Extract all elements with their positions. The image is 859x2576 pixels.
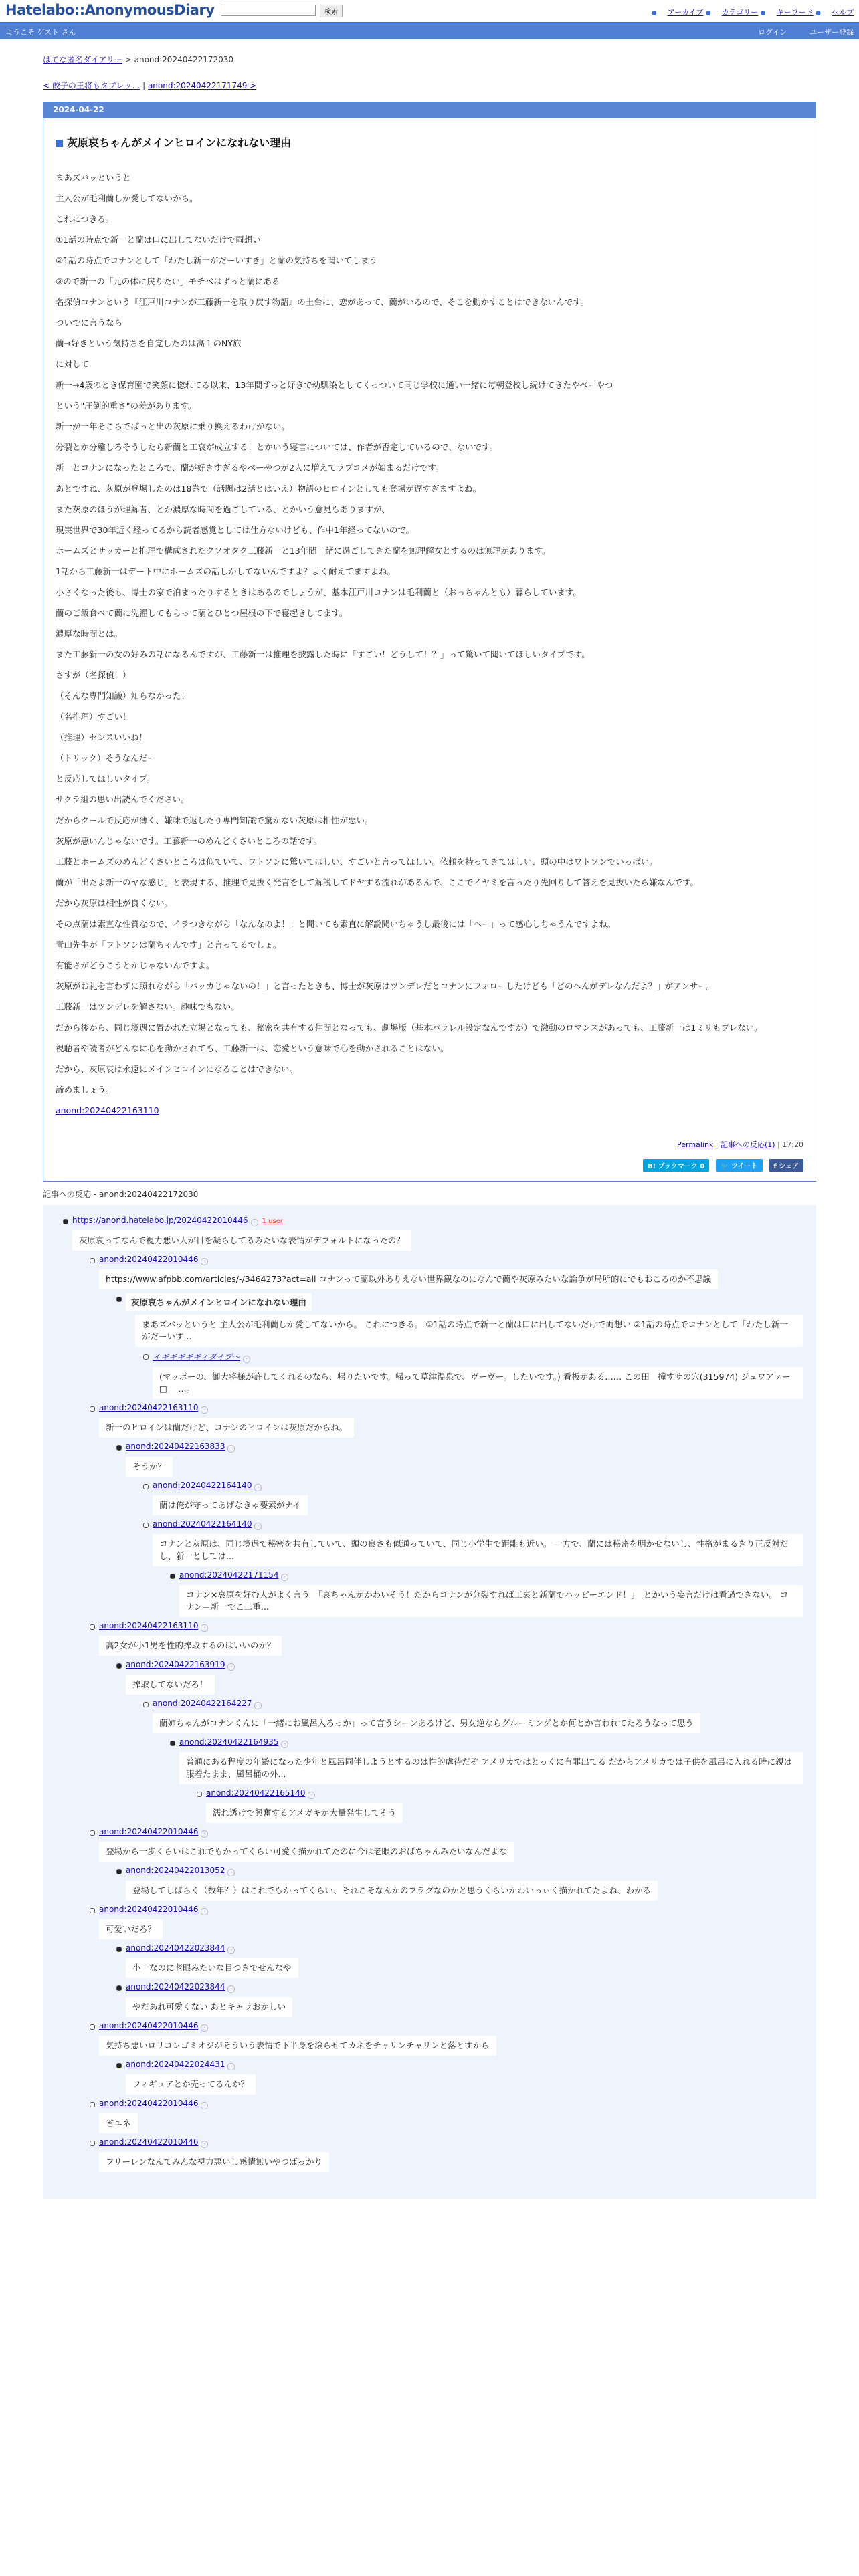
reaction-item (43, 1943, 816, 1978)
bullet-icon: ● (760, 10, 766, 17)
entry-line: また灰原のほうが理解者、とか濃厚な時間を過ごしている、とかいう意見もありますが、 (56, 504, 391, 514)
entry-line: 小さくなった後も、博士の家で泊まったりするときはあるのでしょうが、基本江戸川コナンは毛利蘭と（おっちゃんとも）暮らしています。 (56, 587, 581, 597)
bullet-icon (116, 1869, 122, 1874)
reaction-item (43, 1293, 816, 1347)
entry-line: と反応してほしいタイプ。 (56, 774, 155, 784)
register-link[interactable]: ユーザー登録 (809, 28, 854, 37)
entry-line: に対して (56, 359, 90, 369)
reaction-item (43, 1982, 816, 2017)
collapse-icon[interactable]: - (201, 1908, 208, 1915)
entry-line: サクラ組の思い出読んでください。 (56, 794, 189, 804)
bullet-icon (90, 1624, 95, 1630)
bullet-icon: ● (816, 10, 821, 17)
reaction-item (43, 1403, 816, 1438)
reaction-link[interactable]: anond:20240422163110 (99, 1403, 199, 1412)
prev-entry-link[interactable]: < 餃子の王将もタブレッ… (43, 81, 140, 90)
nav-keyword[interactable]: キーワード (776, 8, 814, 17)
entry-title-text: 灰原哀ちゃんがメインヒロインになれない理由 (67, 136, 292, 149)
reaction-excerpt: 灰原哀ってなんで視力悪い人が目を凝らしてるみたいな表情がデフォルトになったの？ (72, 1230, 411, 1251)
breadcrumb-current: anond:20240422172030 (134, 55, 234, 64)
entry-line: その点蘭は素直な性質なので、イラつきながら「なんなのよ！」と聞いても素直に解説聞いちゃうし最後には「へー」って感心しちゃうんですよね。 (56, 919, 616, 929)
entry-line: さすが（名探偵！） (56, 670, 131, 680)
bullet-icon (116, 1445, 122, 1451)
reaction-link[interactable]: anond:20240422164140 (153, 1481, 252, 1490)
meta-sep: | (713, 1140, 721, 1149)
collapse-icon[interactable]: - (243, 1356, 250, 1363)
user-bar (0, 23, 859, 39)
bullet-icon (63, 1219, 68, 1224)
collapse-icon[interactable]: - (201, 2141, 208, 2148)
bullet-icon (90, 1830, 95, 1836)
entry-line: ③ので新一の「元の体に戻りたい」モチベはずっと蘭にある (56, 276, 280, 286)
nav-help[interactable]: ヘルプ (832, 8, 854, 17)
reaction-excerpt: 可愛いだろ？ (99, 1919, 163, 1939)
reaction-link[interactable]: anond:20240422010446 (99, 1827, 199, 1836)
tweet-button[interactable] (716, 1159, 762, 1172)
reaction-item (43, 1570, 816, 1617)
reaction-excerpt: 新一のヒロインは蘭だけど、コナンのヒロインは灰原だからね。 (99, 1418, 354, 1438)
login-link[interactable]: ログイン (758, 28, 787, 37)
bullet-icon (170, 1741, 175, 1746)
collapse-icon[interactable]: - (227, 1445, 235, 1453)
collapse-icon[interactable]: - (254, 1484, 262, 1491)
reaction-excerpt: 普通にある程度の年齢になった少年と風呂同伴しようとするのは性的虐待だぞ アメリカではとっくに有罪出てる だからアメリカでは子供を風呂に入れる時に親は服着たまま、風呂桶の外... (179, 1752, 803, 1784)
reaction-item (43, 1255, 816, 1289)
site-header (0, 0, 859, 23)
reaction-excerpt: 小一なのに老眼みたいな目つきでせんなや (126, 1958, 298, 1978)
reaction-excerpt: まあズバッというと 主人公が毛利蘭しか愛してないから。 これにつきる。 ①1話の時点で新一と蘭は口に出してないだけで両想い ②1話の時点でコナンとして「わたし新一がだーいす... (135, 1315, 803, 1347)
reaction-excerpt: https://www.afpbb.com/articles/-/3464273?act=all コナンって蘭以外ありえない世界観なのになんで蘭や灰原みたいな論争が局所的にでもおこるのか不思議 (99, 1269, 718, 1289)
bullet-icon (116, 1985, 122, 1991)
reaction-excerpt: コナンと灰原は、同じ境遇で秘密を共有していて、頭の良さも似通っていて、同じ小学生で距離も近い。 一方で、蘭には秘密を明かせないし、性格がまるきり正反対だし、新一としては... (153, 1534, 803, 1566)
reaction-excerpt: フィギュアとか売ってるんか？ (126, 2074, 256, 2095)
entry-line: ②1話の時点でコナンとして「わたし新一がだーいすき」と蘭の気持ちを聞いてしまう (56, 255, 378, 265)
collapse-icon[interactable]: - (254, 1523, 262, 1530)
reaction-excerpt: 登場してしばらく（数年？）はこれでもかってくらい、それこそなんかのフラグなのかと思うくらいかわいっぃく描かれてたよね、わかる (126, 1881, 658, 1901)
collapse-icon[interactable]: - (201, 1830, 208, 1838)
entry-line: （名推理）すごい！ (56, 712, 131, 722)
reactions-link[interactable]: 記事への反応(1) (721, 1140, 775, 1149)
reaction-excerpt: 搾取してないだろ！ (126, 1675, 215, 1695)
reaction-item (43, 1216, 816, 1251)
collapse-icon[interactable]: - (201, 1406, 208, 1414)
reaction-item (43, 1442, 816, 1477)
reaction-excerpt: 濡れ透けで興奮するアメガキが大量発生してそう (206, 1803, 403, 1823)
reaction-link[interactable]: anond:20240422163919 (126, 1660, 225, 1669)
entry-line: （そんな専門知識）知らなかった！ (56, 691, 190, 701)
share-buttons (56, 1159, 803, 1172)
facebook-icon: f (773, 1163, 779, 1170)
entry-line: これにつきる。 (56, 214, 114, 224)
entry-line: だから灰原は相性が良くない。 (56, 898, 173, 908)
bullet-icon (116, 1297, 122, 1302)
reaction-excerpt: 気持ち悪いロリコンゴミオジがそういう表情で下半身を滾らせてカネをチャリンチャリンと落とすから (99, 2036, 496, 2056)
collapse-icon[interactable]: - (308, 1792, 315, 1799)
nav-archive[interactable]: アーカイブ (667, 8, 704, 17)
entry-line: 現実世界で30年近く経ってるから読者感覚としては仕方ないけども、作中1年経ってないので。 (56, 525, 415, 535)
facebook-share-button[interactable] (769, 1159, 803, 1172)
reaction-link[interactable]: anond:20240422013052 (126, 1866, 225, 1875)
reaction-item (43, 1481, 816, 1515)
pager (43, 80, 816, 91)
entry-line: 分裂とか分離しろそうしたら新蘭と工哀が成立する！とかいう寝言については、作者が否定しているので、ないです。 (56, 442, 498, 452)
collapse-icon[interactable]: - (227, 1869, 235, 1876)
entry-line: だからクールで反応が薄く、嫌味で返したり専門知識で驚かない灰原は相性が悪い。 (56, 815, 373, 825)
breadcrumb-sep: > (122, 55, 134, 64)
entry-line: 有能さがどうこうとかじゃないんですよ。 (56, 960, 215, 970)
reaction-excerpt: 蘭は俺が守ってあげなきゃ要素がナイ (153, 1495, 308, 1515)
collapse-icon[interactable]: - (201, 2024, 208, 2032)
bullet-icon (143, 1523, 149, 1528)
collapse-icon[interactable]: - (227, 1663, 235, 1671)
entry-meta (56, 1139, 803, 1150)
entry-body (43, 118, 816, 1181)
tweet-label: ツイート (731, 1163, 758, 1170)
bullet-icon (90, 2024, 95, 2030)
entry-line: 濃厚な時間とは。 (56, 629, 123, 639)
welcome-text: ようこそ ゲスト さん (5, 28, 76, 37)
bullet-icon (170, 1574, 175, 1579)
entry-line: という"圧倒的重さ"の差があります。 (56, 401, 197, 411)
entry-line: （推理）センスいいね！ (56, 732, 148, 742)
reaction-excerpt: やだあれ可愛くない あとキャラおかしい (126, 1997, 292, 2017)
reactions-heading: 記事への反応 - anond:20240422172030 (43, 1190, 199, 1199)
bullet-icon (90, 2141, 95, 2146)
bullet-icon (90, 1406, 95, 1412)
reaction-item (43, 1905, 816, 1939)
entry-box (43, 102, 816, 1182)
entry-line: だから後から、同じ境遇に置かれた立場となっても、秘密を共有する仲間となっても、劇場版（基本パラレル設定なんですが）で激動のロマンスがあっても、工藤新一は1ミリもブレない。 (56, 1023, 763, 1033)
entry-line: ①1話の時点で新一と蘭は口に出してないだけで両想い (56, 235, 261, 245)
entry-line: 工藤とホームズのめんどくさいところは似ていて、ワトソンに驚いてほしい、すごいと言ってほしい。依頼を持ってきてほしい、頭の中はワトソンでいっぱい。 (56, 857, 658, 867)
entry-title (56, 134, 803, 150)
entry-line: 新一とコナンになったところで、蘭が好きすぎるやべーやつが2人に増えてラブコメが始まるだけです。 (56, 463, 444, 473)
entry-line: 蘭のご飯食べて蘭に洗濯してもらって蘭とひとつ屋根の下で寝起きしてます。 (56, 608, 348, 618)
entry-line: 1話から工藤新一はデート中にホームズの話しかしてないんですよ？よく耐えてますよね。 (56, 566, 395, 576)
bullet-icon (90, 2102, 95, 2107)
reaction-item (43, 2021, 816, 2056)
reaction-item (43, 1699, 816, 1733)
collapse-icon[interactable]: - (201, 1258, 208, 1265)
bullet-icon: ● (651, 10, 657, 17)
entry-line: 諦めましょう。 (56, 1085, 114, 1095)
reaction-item (43, 2060, 816, 2095)
reaction-link[interactable]: anond:20240422171154 (179, 1570, 279, 1580)
reaction-excerpt: コナン×哀原を好む人がよく言う 「哀ちゃんがかわいそう！だからコナンが分裂すれば工哀と新蘭でハッピーエンド！」 とかいう妄言だけは看過できない。 コナン＝新一でこ二重... (179, 1585, 803, 1617)
bullet-icon (116, 1663, 122, 1669)
collapse-icon[interactable]: - (227, 1947, 235, 1954)
entry-line: だから、灰原哀は永遠にメインヒロインになることはできない。 (56, 1064, 298, 1074)
collapse-icon[interactable]: - (227, 2063, 235, 2070)
entry-line: 新一→4歳のとき保育園で笑顔に惚れてる以来、13年間ずっと好きで幼馴染としてくっついて同じ学校に通い一緒に毎朝登校し続けてきたやべーやつ (56, 380, 613, 390)
reaction-item (43, 2137, 816, 2172)
reaction-link[interactable]: anond:20240422010446 (99, 2021, 199, 2030)
entry-line: ついでに言うなら (56, 318, 123, 328)
entry-date: 2024-04-22 (43, 102, 816, 118)
bullet-icon (143, 1354, 149, 1360)
reaction-link[interactable]: イギギギギギィダイブ〜 (153, 1352, 241, 1362)
search-input[interactable] (221, 5, 316, 16)
reaction-excerpt: 蘭姉ちゃんがコナンくんに「一緒にお風呂入ろっか」って言うシーンあるけど、男女逆ならグルーミングとか何とか言われてたろうなって思う (153, 1713, 700, 1733)
reaction-link[interactable]: anond:20240422023844 (126, 1943, 225, 1953)
entry-line: また工藤新一の女の好みの話になるんですが、工藤新一は推理を披露した時に「すごい！どうして！？」って驚いて聞いてほしいタイプです。 (56, 649, 590, 659)
collapse-icon[interactable]: - (201, 2102, 208, 2109)
entry-line: 蘭→好きという気持ちを自覚したのは高１のNY旅 (56, 338, 242, 348)
entry-line: あとですね、灰原が登場したのは18巻で（話題は2話とはいえ）物語のヒロインとしても登場が遅すぎますよね。 (56, 484, 481, 494)
reaction-link[interactable]: anond:20240422010446 (99, 1255, 199, 1264)
breadcrumb (43, 53, 816, 65)
entry-line: 灰原がお礼を言わずに照れながら「バッカじゃないの！」と言ったときも、博士が灰原はツンデレだとコナンにフォローしたけども「どのへんがデレなんだよ？」がアンサー。 (56, 981, 714, 991)
main-content (43, 53, 816, 2199)
nav-category[interactable]: カテゴリー (721, 8, 759, 17)
reaction-item (43, 1351, 816, 1399)
breadcrumb-home[interactable]: はてな匿名ダイアリー (43, 55, 122, 64)
reaction-item (43, 1621, 816, 1656)
entry-line: 灰原が悪いんじゃないです。工藤新一のめんどくさいところの話です。 (56, 836, 322, 846)
reaction-link[interactable]: https://anond.hatelabo.jp/20240422010446 (72, 1216, 248, 1225)
bullet-icon (197, 1792, 202, 1797)
reaction-link[interactable]: anond:20240422164935 (179, 1737, 279, 1747)
bullet-icon (90, 1258, 95, 1263)
header-nav (652, 7, 854, 17)
reaction-item (43, 1788, 816, 1823)
entry-footer-link[interactable]: anond:20240422163110 (56, 1105, 159, 1115)
reaction-item (43, 1519, 816, 1566)
collapse-icon[interactable]: - (281, 1574, 288, 1581)
reaction-excerpt: 登場から一歩くらいはこれでもかってくらい可愛く描かれてたのに今は老眼のおばちゃんみたいなんだよな (99, 1842, 514, 1862)
bullet-icon (143, 1702, 149, 1707)
bullet-icon (116, 1947, 122, 1952)
entry-line: 主人公が毛利蘭しか愛してないから。 (56, 193, 198, 203)
entry-line: 新一が一年そこらでぱっと出の灰原に乗り換えるわけがない。 (56, 421, 290, 431)
reaction-link[interactable]: anond:20240422163110 (99, 1621, 199, 1630)
reaction-link[interactable]: anond:20240422165140 (206, 1788, 306, 1798)
entry-text (56, 167, 803, 1100)
entry-line: ホームズとサッカーと推理で構成されたクソオタク工藤新一と13年間一緒に過ごしてきた蘭を無理解女とするのは無理があります。 (56, 546, 551, 556)
reaction-item (43, 1660, 816, 1695)
collapse-icon[interactable]: - (254, 1702, 262, 1709)
reaction-excerpt: (マッポーの、御大将様が許してくれるのなら、帰りたいです。帰って草津温泉で、ヴーヴー。したいです。) 看板がある…… この田 撞すサの穴(315974) ジュワアァー□ …。 (153, 1367, 803, 1399)
collapse-icon[interactable]: - (251, 1219, 258, 1226)
entry-line: 蘭が「出たよ新一のヤな感じ」と表現する、推理で見抜く発言をして解説してドヤする流れがあるんで、ここでイヤミを言ったり先回りして答えを見抜いたら嫌なんです。 (56, 877, 699, 887)
entry-line: 視聴者や読者がどんなに心を動かされても、工藤新一は、恋愛という意味で心を動かされることはない。 (56, 1043, 449, 1053)
facebook-label: シェア (779, 1163, 799, 1170)
pager-sep: | (140, 81, 148, 90)
reaction-link[interactable]: anond:20240422163833 (126, 1442, 225, 1451)
permalink-link[interactable]: Permalink (677, 1140, 714, 1149)
reaction-link[interactable]: anond:20240422010446 (99, 2137, 199, 2147)
bullet-icon (143, 1484, 149, 1489)
reaction-link[interactable]: anond:20240422023844 (126, 1982, 225, 1992)
reaction-excerpt: 省エネ (99, 2113, 138, 2133)
account-links (738, 27, 854, 37)
reaction-title: 灰原哀ちゃんがメインヒロインになれない理由 (126, 1293, 312, 1311)
bookmark-users-count[interactable]: 1 user (262, 1218, 283, 1225)
hatena-bookmark-button[interactable]: B! ブックマーク 0 (643, 1159, 709, 1172)
entry-line: 工藤新一はツンデレを解さない。趣味でもない。 (56, 1002, 240, 1012)
bullet-icon (90, 1908, 95, 1913)
reaction-link[interactable]: anond:20240422010446 (99, 1905, 199, 1914)
reaction-link[interactable]: anond:20240422164227 (153, 1699, 252, 1708)
reaction-excerpt: そうか？ (126, 1457, 173, 1477)
bullet-icon: ● (705, 10, 711, 17)
reaction-item (43, 2099, 816, 2133)
reaction-excerpt: 高2女が小1男を性的搾取するのはいいのか？ (99, 1636, 282, 1656)
collapse-icon[interactable]: - (201, 1624, 208, 1632)
entry-line: （トリック）そうなんだー (56, 753, 156, 763)
entry-line: 青山先生が「ワトソンは蘭ちゃんです」と言ってるでしょ。 (56, 940, 282, 950)
entry-time: | 17:20 (775, 1140, 803, 1149)
search-button[interactable]: 検索 (320, 5, 343, 17)
reaction-item (43, 1827, 816, 1862)
site-logo[interactable]: Hatelabo::AnonymousDiary (5, 2, 215, 18)
collapse-icon[interactable]: - (227, 1985, 235, 1993)
square-icon (56, 140, 63, 147)
bullet-icon (116, 2063, 122, 2068)
twitter-icon: 🐦 (721, 1163, 732, 1170)
reaction-item (43, 1866, 816, 1901)
collapse-icon[interactable]: - (281, 1741, 288, 1748)
entry-line: 名探偵コナンという『江戸川コナンが工藤新一を取り戻す物語』の土台に、恋があって、蘭がいるので、そこを動かすことはできないんです。 (56, 297, 589, 307)
reaction-link[interactable]: anond:20240422010446 (99, 2099, 199, 2108)
reaction-item (43, 1737, 816, 1784)
reaction-link[interactable]: anond:20240422164140 (153, 1519, 252, 1529)
reaction-excerpt: フリーレンなんてみんな視力悪いし感情無いやつばっかり (99, 2152, 329, 2172)
reaction-link[interactable]: anond:20240422024431 (126, 2060, 225, 2069)
next-entry-link[interactable]: anond:20240422171749 > (147, 81, 257, 90)
reactions-tree (43, 1205, 816, 2199)
entry-line: まあズバッというと (56, 173, 131, 183)
